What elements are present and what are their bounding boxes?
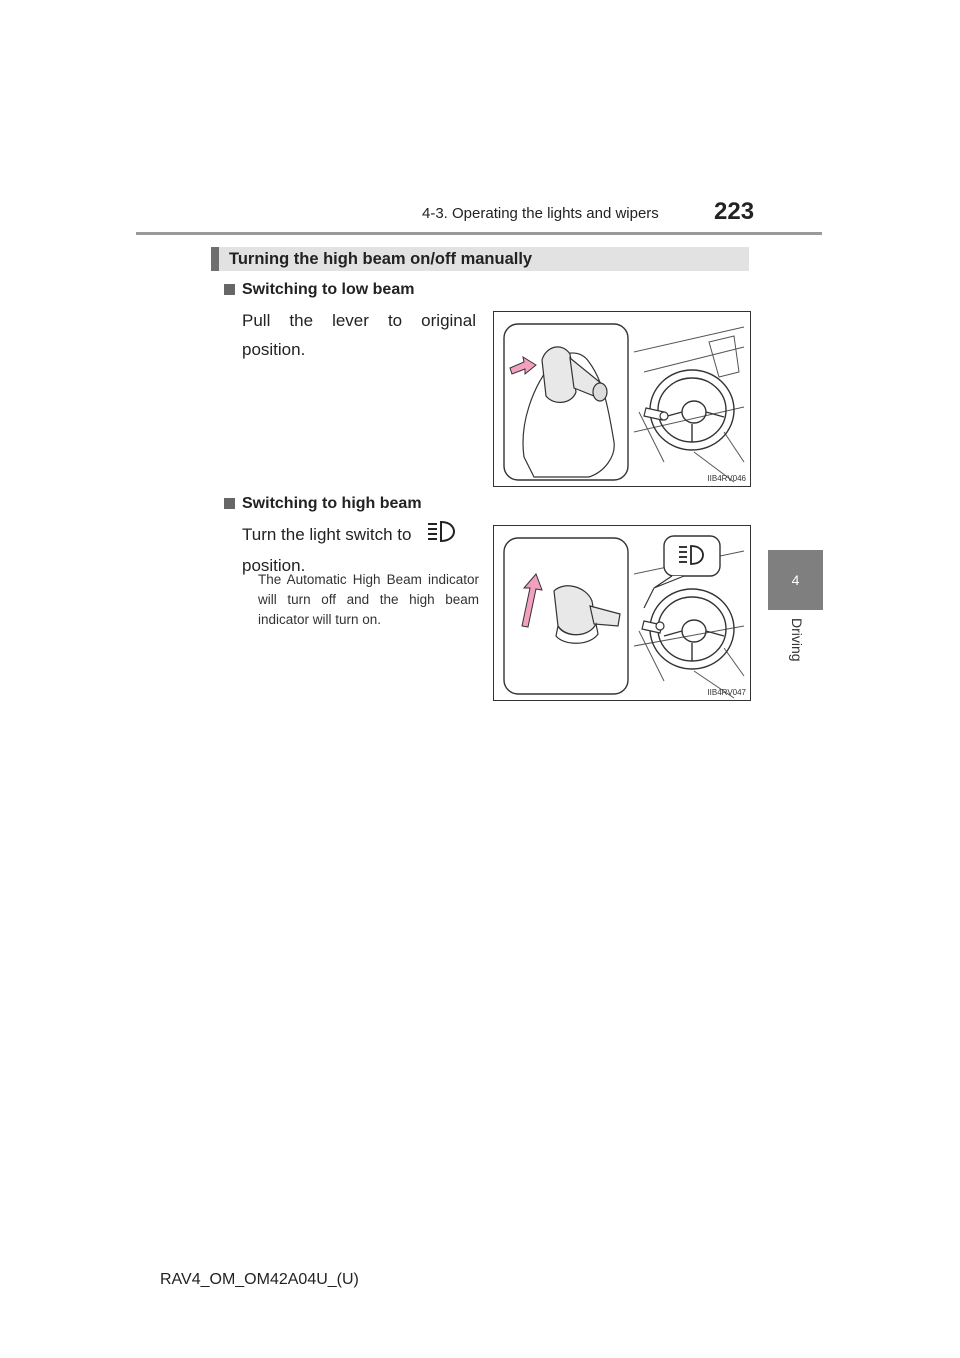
section-heading: Turning the high beam on/off manually [211, 247, 749, 271]
text-before-icon: Turn the light switch to [242, 525, 412, 544]
chapter-number: 4 [791, 572, 800, 588]
footer-doc-code: RAV4_OM_OM42A04U_(U) [160, 1271, 359, 1288]
item-title-high-beam [224, 495, 422, 513]
item-title-text: Switching to high beam [242, 495, 422, 512]
item-title-low-beam [224, 281, 414, 299]
item-text-low-beam: Pull the lever to original position. [242, 311, 476, 359]
note-high-beam: The Automatic High Beam indicator will turn off and the high beam indicator will turn on. [258, 572, 479, 627]
high-beam-icon [426, 520, 456, 551]
lever-high-beam-illustration [494, 526, 750, 700]
running-header: 4-3. Operating the lights and wipers [422, 205, 659, 222]
text-after-icon: position. [242, 556, 306, 576]
figure-high-beam [493, 525, 751, 701]
header-divider [136, 232, 822, 235]
bullet-square-icon [224, 284, 235, 295]
lever-low-beam-illustration [494, 312, 750, 486]
page-number: 223 [714, 198, 755, 225]
item-title-text: Switching to low beam [242, 281, 415, 298]
chapter-label: Driving [789, 618, 805, 662]
figure-code: IIB4RV047 [707, 688, 746, 697]
figure-code: IIB4RV046 [707, 474, 746, 483]
bullet-square-icon [224, 498, 235, 509]
figure-low-beam [493, 311, 751, 487]
